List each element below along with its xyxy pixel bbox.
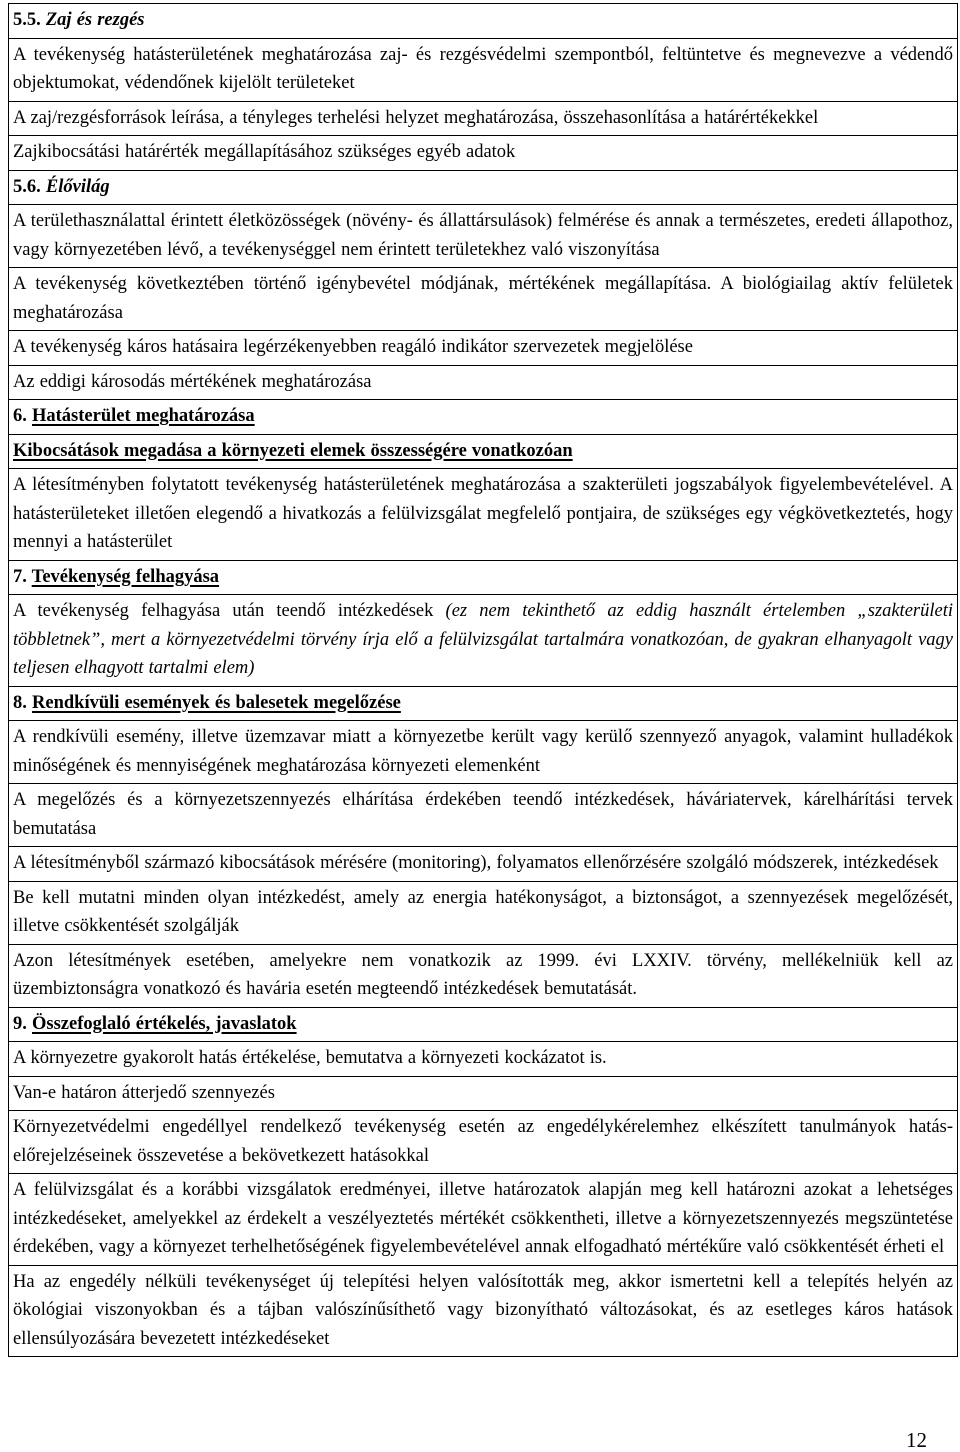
row-italic-note: (ez nem tekinthető az eddig használt értelemben „szakterületi többletnek”, mert a környezetvédelmi törvény írja elő a felülvizsgálat tartalmára vonatkozóan, de gyakran elhanyagolt vagy teljesen elhagyott tartalmi elem) bbox=[13, 601, 953, 678]
section-title: Rendkívüli események és balesetek megelőzése bbox=[32, 692, 401, 713]
section-heading-6 bbox=[9, 400, 958, 435]
section-title: Hatásterület meghatározása bbox=[32, 406, 255, 426]
section-number: 5.5. bbox=[13, 10, 41, 30]
row-text: A tevékenység felhagyása után teendő intézkedések bbox=[13, 601, 446, 621]
table-row bbox=[9, 595, 958, 687]
section-heading-5-5 bbox=[9, 4, 958, 39]
table-row: A megelőzés és a környezetszennyezés elhárítása érdekében teendő intézkedések, háváriatervek, kárelhárítási tervek bemutatása bbox=[9, 784, 958, 847]
table-row: A tevékenység káros hatásaira legérzékenyebben reagáló indikátor szervezetek megjelölése bbox=[9, 331, 958, 366]
section-number: 6. bbox=[13, 406, 27, 426]
section-heading-9 bbox=[9, 1007, 958, 1042]
table-row: Az eddigi károsodás mértékének meghatározása bbox=[9, 365, 958, 400]
table-row: A rendkívüli esemény, illetve üzemzavar miatt a környezetbe került vagy kerülő szennyező anyagok, valamint hulladékok minőségének és mennyiségének meghatározása környezeti elemenként bbox=[9, 721, 958, 784]
section-number: 8. bbox=[13, 692, 27, 713]
section-number: 9. bbox=[13, 1013, 27, 1034]
table-row: A felülvizsgálat és a korábbi vizsgálatok eredményei, illetve határozatok alapján meg kell határozni azokat a lehetséges intézkedéseket, amelyekkel az érdekelt a veszélyeztetés mértékét csökkentheti, illetve a környezetszennyezés megszüntetése érdekében, vagy a környezet terhelhetőségének figyelembevételével annak elfogadható mértékűre való csökkentését érheti el bbox=[9, 1174, 958, 1266]
section-title: Összefoglaló értékelés, javaslatok bbox=[32, 1013, 297, 1034]
section-title: Zaj és rezgés bbox=[45, 10, 145, 30]
section-heading-5-6 bbox=[9, 170, 958, 205]
page-number: 12 bbox=[906, 1428, 927, 1452]
section-heading-7 bbox=[9, 560, 958, 595]
table-row: Van-e határon átterjedő szennyezés bbox=[9, 1076, 958, 1111]
table-row: Be kell mutatni minden olyan intézkedést, amely az energia hatékonyságot, a biztonságot, a szennyezések megelőzését, illetve csökkentését szolgálják bbox=[9, 881, 958, 944]
table-row: A környezetre gyakorolt hatás értékelése, bemutatva a környezeti kockázatot is. bbox=[9, 1042, 958, 1077]
subheading: Kibocsátások megadása a környezeti elemek összességére vonatkozóan bbox=[13, 440, 573, 461]
table-row: A területhasználattal érintett életközösségek (növény- és állattársulások) felmérése és annak a természetes, eredeti állapothoz, vagy környezetében lévő, a tevékenységgel nem érintett területekhez való viszonyítása bbox=[9, 205, 958, 268]
section-heading-8 bbox=[9, 686, 958, 721]
table-row: Ha az engedély nélküli tevékenységet új telepítési helyen valósították meg, akkor ismertetni kell a telepítés helyén az ökológiai viszonyokban és a tájban valószínűsíthető vagy bizonyítható változásokat, és az esetleges káros hatások ellensúlyozására bevezetett intézkedéseket bbox=[9, 1265, 958, 1357]
section-number: 5.6. bbox=[13, 176, 41, 197]
table-row: Zajkibocsátási határérték megállapításához szükséges egyéb adatok bbox=[9, 136, 958, 171]
subheading-row bbox=[9, 434, 958, 469]
table-row: Környezetvédelmi engedéllyel rendelkező tevékenység esetén az engedélykérelemhez elkészített tanulmányok hatás-előrejelzéseinek összevetése a bekövetkezett hatásokkal bbox=[9, 1111, 958, 1174]
section-title: Élővilág bbox=[45, 176, 110, 197]
section-number: 7. bbox=[13, 566, 27, 587]
table-row: A létesítményből származó kibocsátások mérésére (monitoring), folyamatos ellenőrzésére szolgáló módszerek, intézkedések bbox=[9, 847, 958, 882]
table-row: A létesítményben folytatott tevékenység hatásterületének meghatározása a szakterületi jogszabályok figyelembevételével. A hatásterületeket illetően elegendő a hivatkozás a felülvizsgálat megfelelő pontjaira, de szükséges egy végkövetkeztetés, hogy mennyi a hatásterület bbox=[9, 469, 958, 561]
table-row: A tevékenység következtében történő igénybevétel módjának, mértékének megállapítása. A biológiailag aktív felületek meghatározása bbox=[9, 268, 958, 331]
table-row: A zaj/rezgésforrások leírása, a tényleges terhelési helyzet meghatározása, összehasonlítása a határértékekkel bbox=[9, 101, 958, 136]
section-title: Tevékenység felhagyása bbox=[31, 566, 220, 587]
table-row: Azon létesítmények esetében, amelyekre nem vonatkozik az 1999. évi LXXIV. törvény, mellékelniük kell az üzembiztonságra vonatkozó és havária esetén megteendő intézkedések bemutatását. bbox=[9, 944, 958, 1007]
table-row: A tevékenység hatásterületének meghatározása zaj- és rezgésvédelmi szempontból, feltüntetve és megnevezve a védendő objektumokat, védendőnek kijelölt területeket bbox=[9, 38, 958, 101]
requirements-table bbox=[8, 3, 958, 1357]
